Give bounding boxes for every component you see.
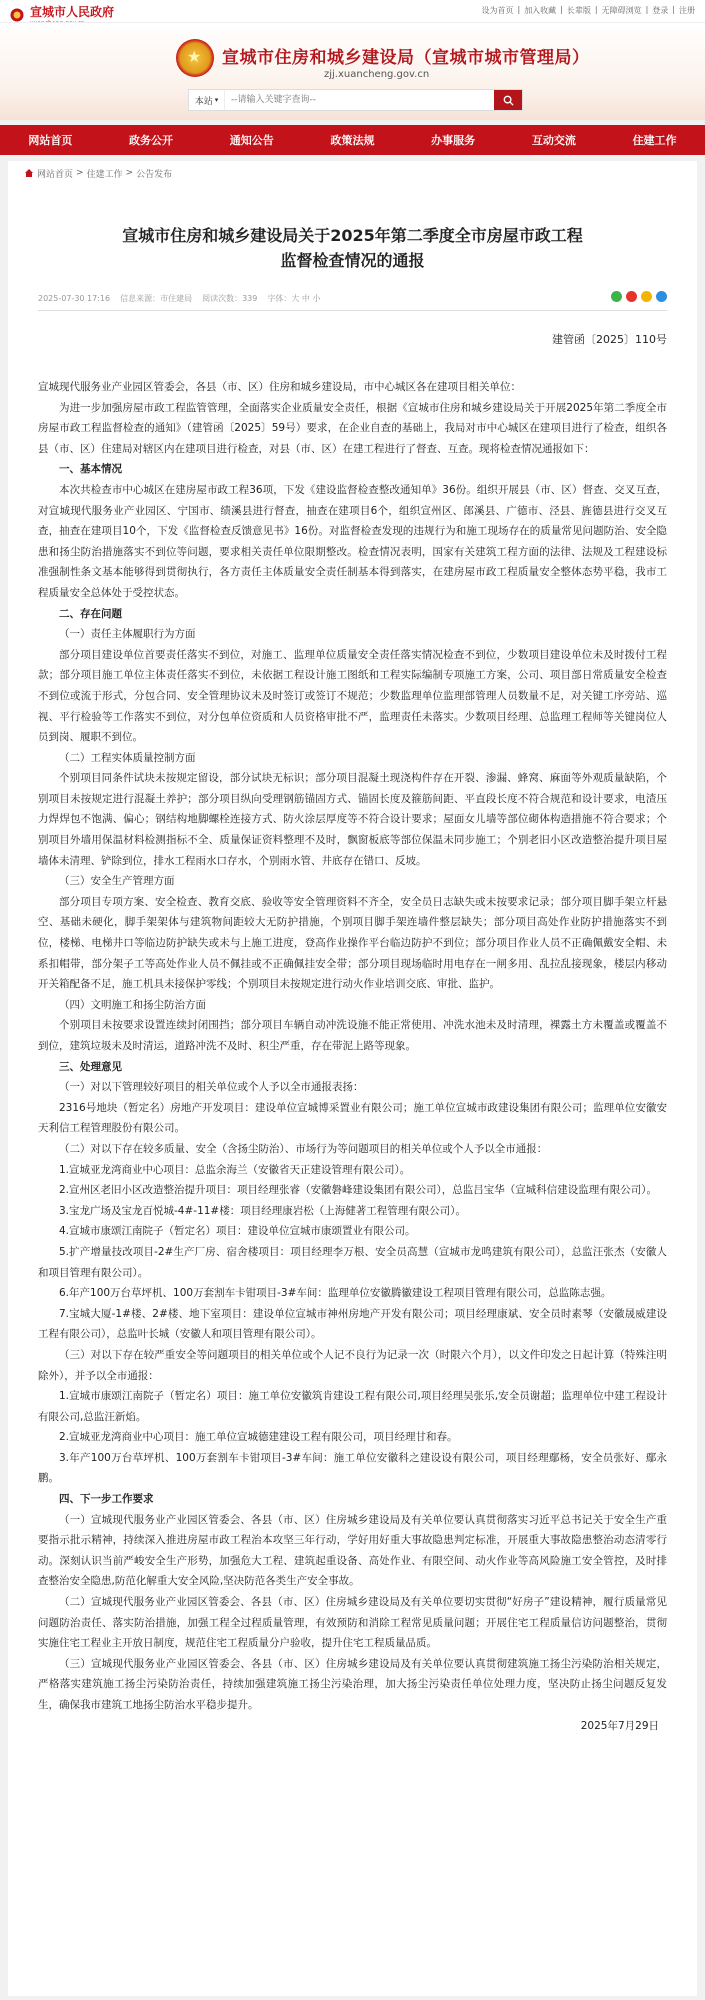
list-item: 2.宣城亚龙湾商业中心项目：施工单位宣城德建建设工程有限公司，项目经理甘和春。: [59, 1431, 458, 1444]
site-header: [0, 22, 705, 120]
search-icon: [503, 95, 514, 106]
font-size-switch[interactable]: 字体：大 中 小: [267, 294, 321, 303]
article-paragraph: 部分项目建设单位首要责任落实不到位，对施工、监理单位质量安全责任落实情况检查不到位，少数项目建设单位未及时拨付工程款；部分项目施工单位主体责任落实不到位，未依据工程设计施工图纸和工程实际编制专项施工方案，公司、项目部日常质量安全检查不到位或流于形式，分包合同、安全管理协议未及时签订或签订不规范；少数监理单位监理部管理人员数量不足，对关键工序旁站、巡视、平行检验等工作落实不到位，对分包单位资质和人员资格审批不严，监理责任未落实。少数项目经理、总监理工程师等关键岗位人员到岗、履职不到位。: [38, 648, 667, 744]
article-paragraph: （一）宣城现代服务业产业园区管委会、各县（市、区）住房城乡建设局及有关单位要认真贯彻落实习近平总书记关于安全生产重要指示批示精神，持续深入推进房屋市政工程治本攻坚三年行动，学好用好重大事故隐患判定标准，开展重大事故隐患整治动态清零行动。深刻认识当前严峻安全生产形势，加强危大工程、建筑起重设备、高处作业、有限空间、动火作业等高风险施工安全管控，及时排查整治安全隐患,防范化解重大安全风险,坚决防范各类生产安全事故。: [38, 1513, 667, 1588]
main-nav: [0, 125, 705, 155]
home-icon: [24, 168, 34, 178]
search-input[interactable]: [225, 90, 494, 110]
article-paragraph: （二）宣城现代服务业产业园区管委会、各县（市、区）住房城乡建设局及有关单位要切实贯彻“好房子”建设精神，履行质量常见问题防治责任、落实防治措施，加强工程全过程质量管理，有效预防和消除工程常见质量问题；开展住宅工程质量信访问题整治，贯彻实施住宅工程业主开放日制度，规范住宅工程质量分户验收，提升住宅工程质量品质。: [38, 1596, 667, 1650]
subsection-heading: （二）对以下存在较多质量、安全（含扬尘防治）、市场行为等问题项目的相关单位或个人予以全市通报：: [59, 1142, 548, 1155]
subsection-heading: （二）工程实体质量控制方面: [59, 751, 196, 764]
article-card: [8, 185, 697, 1996]
link-login[interactable]: 登录: [652, 6, 669, 15]
list-item: 3.年产100万台草坪机、100万套割车卡钳项目-3#车间：施工单位安徽科之建设设有限公司，项目经理鄢杨，安全员张好、鄢永鹏。: [38, 1451, 667, 1485]
nav-policy[interactable]: 政策法规: [330, 134, 375, 147]
article-paragraph: 个别项目未按要求设置连续封闭围挡；部分项目车辆自动冲洗设施不能正常使用、冲洗水池未及时清理，裸露土方未覆盖或覆盖不到位，建筑垃圾未及时清运，道路冲洗不及时、积尘严重，存在带泥上路等现象。: [38, 1019, 667, 1052]
article-meta: [38, 293, 667, 311]
site-title[interactable]: 宣城市住房和城乡建设局（宣城市城市管理局）: [222, 48, 590, 68]
list-item: 1.宣城亚龙湾商业中心项目：总监余海兰（安徽省天正建设管理有限公司）。: [59, 1163, 411, 1176]
article-paragraph: 个别项目同条件试块未按规定留设，部分试块无标识；部分项目混凝土现浇构件存在开裂、渗漏、蜂窝、麻面等外观质量缺陷，个别项目未按规定进行混凝土养护；部分项目纵向受理钢筋锚固方式、锚固长度及箍筋间距、平直段长度不符合规范和设计要求，电渣压力焊焊包不饱满、偏心；钢结构地脚螺栓连接方式、防火涂层厚度等不符合设计要求；屋面女儿墙等部位砌体构造措施不符合要求；个别项目外墙用保温材料检测指标不全、质量保证资料整理不及时，飘窗板底等部位保温未同步施工；个别老旧小区改造整治提升项目屋墙体未清理、铲除到位，排水工程雨水口存水，个别雨水管、井底存在错口、反坡。: [38, 772, 667, 867]
nav-housing-work[interactable]: 住建工作: [632, 134, 677, 147]
top-links: 设为首页 | 加入收藏 | 长辈版 | 无障碍浏览 | 登录 | 注册: [481, 5, 695, 15]
search-button[interactable]: [494, 90, 522, 110]
list-item: 2.宣州区老旧小区改造整治提升项目：项目经理张睿（安徽磐峰建设集团有限公司），总监吕宝华（宣城科信建设监理有限公司）。: [59, 1184, 658, 1197]
section-heading: 四、下一步工作要求: [59, 1493, 154, 1506]
nav-home[interactable]: 网站首页: [28, 134, 73, 147]
link-add-favorite[interactable]: 加入收藏: [524, 6, 557, 15]
search-scope-label: 本站: [194, 96, 213, 107]
wechat-share-icon[interactable]: [611, 291, 622, 302]
article-title-line1: 宣城市住房和城乡建设局关于2025年第二季度全市房屋市政工程: [122, 226, 583, 245]
nav-interaction[interactable]: 互动交流: [531, 134, 576, 147]
list-item: 4.宣城市康颂江南院子（暂定名）项目：建设单位宣城市康颂置业有限公司。: [59, 1225, 416, 1238]
nav-gov-affairs[interactable]: 政务公开: [129, 134, 174, 147]
article-paragraph: 2316号地块（暂定名）房地产开发项目：建设单位宣城博采置业有限公司；施工单位宣城市政建设集团有限公司；监理单位安徽安天利信工程管理股份有限公司。: [38, 1101, 667, 1135]
nav-notices[interactable]: 通知公告: [229, 134, 274, 147]
search-box: [188, 89, 523, 111]
subsection-heading: （一）对以下管理较好项目的相关单位或个人予以全市通报表扬：: [59, 1081, 364, 1094]
list-item: 7.宝城大厦-1#楼、2#楼、地下室项目：建设单位宣城市神州房地产开发有限公司；项目经理康斌、安全员时素琴（安徽晟威建设工程有限公司），总监叶长城（安徽人和项目管理有限公司）。: [38, 1307, 667, 1341]
article-source: 信息来源：市住建局: [120, 294, 193, 303]
subsection-heading: （四）文明施工和扬尘防治方面: [59, 998, 206, 1011]
national-emblem-icon: [176, 39, 214, 77]
weibo-share-icon[interactable]: [626, 291, 637, 302]
top-bar: [0, 0, 705, 22]
list-item: 1.宣城市康颂江南院子（暂定名）项目：施工单位安徽筑肯建设工程有限公司,项目经理吴张乐,安全员谢超；监理单位中建工程设计有限公司,总监汪新焰。: [38, 1390, 667, 1423]
signature-date: 2025年7月29日: [580, 1719, 659, 1732]
link-accessibility[interactable]: 无障碍浏览: [601, 6, 642, 15]
article-date: 2025-07-30 17:16: [38, 294, 111, 303]
nav-services[interactable]: 办事服务: [431, 134, 476, 147]
section-heading: 三、处理意见: [59, 1060, 122, 1073]
article-paragraph: 部分项目专项方案、安全检查、教育交底、验收等安全管理资料不齐全，安全员日志缺失或未按要求记录；部分项目脚手架立杆悬空、基础未硬化，脚手架架体与建筑物间距较大无防护措施，个别项目脚手架连墙件整层缺失；部分项目高处作业防护措施落实不到位，楼梯、电梯井口等临边防护缺失或未与上施工进度，登高作业操作平台临边防护不到位；部分项目作业人员不正确佩戴安全帽、未系扣帽带，部分架子工等高处作业人员不佩挂或不正确佩挂安全带；部分项目现场临时用电存在一闸多用、乱拉乱接现象，楼层内移动开关箱配备不足，施工机具未接保护零线；个别项目未按规定进行动火作业培训交底、审批、监护。: [38, 895, 667, 991]
list-item: 3.宝龙广场及宝龙百悦城-4#-11#楼：项目经理康岩松（上海健著工程管理有限公司）。: [59, 1204, 466, 1217]
search-scope-select[interactable]: [189, 90, 225, 110]
link-elder-mode[interactable]: 长辈版: [566, 6, 591, 15]
breadcrumb-housing-work[interactable]: 住建工作: [86, 169, 123, 180]
list-item: 5.扩产增量技改项目-2#生产厂房、宿舍楼项目：项目经理李万根、安全员高慧（宣城市龙鸣建筑有限公司），总监汪张杰（安徽人和项目管理有限公司）。: [38, 1245, 667, 1279]
article-title-line2: 监督检查情况的通报: [280, 251, 425, 270]
article-paragraph: 为进一步加强房屋市政工程监管管理，全面落实企业质量安全责任，根据《宣城市住房和城乡建设局关于开展2025年第二季度全市房屋市政工程监督检查的通知》（建管函〔2025〕59号）要求，在企业自查的基础上，我局对市中心城区在建项目进行了检查，组织各县（市、区）住建局对辖区内在建项目进行检查，对县（市、区）在建工程进行了督查、互查。现将检查情况通报如下：: [38, 401, 667, 455]
link-register[interactable]: 注册: [679, 6, 695, 15]
article-body: [38, 377, 667, 1736]
document-number: 建管函〔2025〕110号: [552, 333, 667, 346]
breadcrumb-home[interactable]: 网站首页: [37, 169, 74, 180]
national-emblem-small-icon: [10, 8, 24, 22]
article-paragraph: 宣城现代服务业产业园区管委会，各县（市、区）住房和城乡建设局，市中心城区各在建项目相关单位：: [38, 381, 521, 393]
share-bar: [611, 291, 667, 302]
subsection-heading: （三）对以下存在较严重安全等问题项目的相关单位或个人记不良行为记录一次（时限六个月），以文件印发之日起计算（特殊注明除外），并予以全市通报：: [38, 1348, 667, 1382]
share-more-icon[interactable]: [656, 291, 667, 302]
section-heading: 一、基本情况: [59, 463, 122, 476]
chevron-down-icon: ▾: [214, 96, 219, 104]
breadcrumb-announcements[interactable]: 公告发布: [136, 169, 173, 180]
subsection-heading: （一）责任主体履职行为方面: [59, 628, 196, 641]
article-paragraph: （三）宣城现代服务业产业园区管委会、各县（市、区）住房城乡建设局及有关单位要认真贯彻建筑施工扬尘污染防治相关规定，严格落实建筑施工扬尘污染防治责任，持续加强建筑施工扬尘污染治理，加大扬尘污染责任单位处理力度，坚决防止扬尘问题反复发生，确保我市建筑工地扬尘防治水平稳步提升。: [38, 1657, 667, 1711]
list-item: 6.年产100万台草坪机、100万套割车卡钳项目-3#车间：监理单位安徽腾徽建设工程项目管理有限公司，总监陈志强。: [59, 1287, 612, 1300]
brand-name: 宣城市人民政府: [30, 5, 115, 19]
qzone-share-icon[interactable]: [641, 291, 652, 302]
article-title: [38, 185, 667, 273]
link-set-home[interactable]: 设为首页: [481, 6, 514, 15]
article-views: 阅读次数：339: [202, 294, 258, 303]
subsection-heading: （三）安全生产管理方面: [59, 875, 175, 888]
site-domain: zjj.xuancheng.gov.cn: [324, 69, 430, 80]
breadcrumb: 网站首页 > 住建工作 > 公告发布: [8, 161, 697, 185]
section-heading: 二、存在问题: [59, 607, 122, 620]
article-paragraph: 本次共检查市中心城区在建房屋市政工程36项，下发《建设监督检查整改通知单》36份。组织开展县（市、区）督查、交叉互查，对宣城现代服务业产业园区、宁国市、绩溪县进行督查，抽查在建项目6个，组织宣州区、郎溪县、广德市、泾县、旌德县进行交叉互查，抽查在建项目10个，下发《监督检查反馈意见书》16份。对监督检查发现的违规行为和施工现场存在的质量常见问题防治、安全隐患和扬尘防治措施落实不到位等问题，要求相关责任单位限期整改。检查情况表明，国家有关建筑工程方面的法律、法规及工程建设标准强制性条文基本能够得到贯彻执行，各方责任主体质量安全责任制基本得到落实，在建房屋市政工程质量安全整体态势平稳，我市工程质量安全总体处于受控状态。: [38, 483, 667, 599]
